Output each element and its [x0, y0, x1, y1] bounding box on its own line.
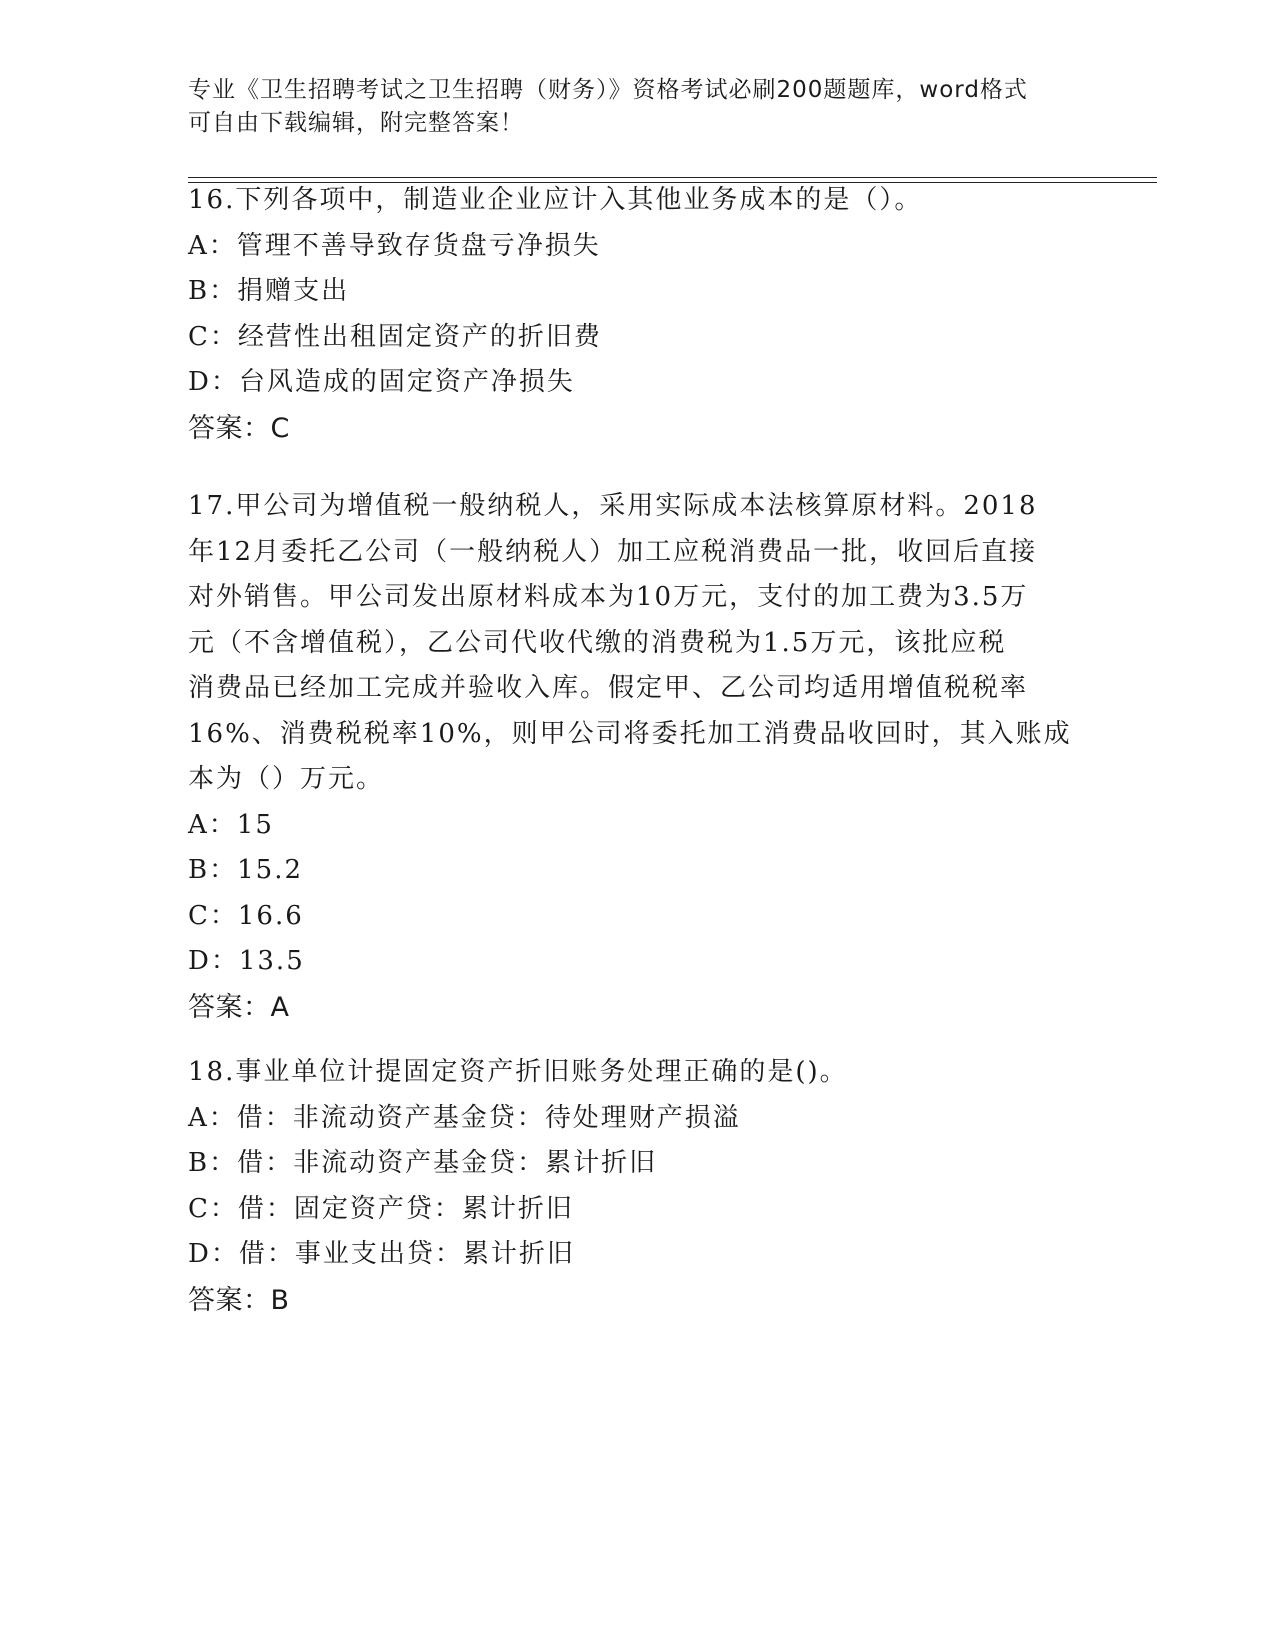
question-17 [188, 484, 1088, 1030]
question-stem-line: 16%、消费税税率10%，则甲公司将委托加工消费品收回时，其入账成 [188, 718, 1072, 749]
question-stem-line: 本为（）万元。 [188, 764, 385, 794]
question-stem-line: 对外销售。甲公司发出原材料成本为10万元，支付的加工费为3.5万 [188, 582, 1029, 612]
option-b: B：15.2 [188, 855, 303, 885]
question-stem-line: 消费品已经加工完成并验收入库。假定甲、乙公司均适用增值税税率 [188, 673, 1029, 703]
option-d: D：13.5 [188, 946, 305, 976]
question-stem-line: 16.下列各项中，制造业企业应计入其他业务成本的是（）。 [188, 185, 923, 215]
option-d: D：台风造成的固定资产净损失 [188, 367, 575, 397]
option-a: A：管理不善导致存货盘亏净损失 [188, 230, 601, 261]
answer: 答案：A [188, 991, 290, 1023]
header-line-2: 可自由下载编辑，附完整答案！ [188, 110, 524, 136]
question-stem-line: 元（不含增值税），乙公司代收代缴的消费税为1.5万元，该批应税 [188, 627, 1007, 658]
header-line-1: 专业《卫生招聘考试之卫生招聘（财务）》资格考试必刷200题题库，word格式 [188, 77, 1028, 103]
page-header [188, 74, 1068, 140]
option-b: B：捐赠支出 [188, 276, 350, 306]
option-c: C：借：固定资产贷：累计折旧 [188, 1193, 574, 1224]
question-16 [188, 178, 1088, 451]
option-c: C：经营性出租固定资产的折旧费 [188, 321, 602, 352]
question-18 [188, 1050, 1088, 1323]
option-c: C：16.6 [188, 900, 304, 931]
option-a: A：15 [188, 809, 274, 840]
answer: 答案：C [188, 412, 290, 444]
question-stem-line: 18.事业单位计提固定资产折旧账务处理正确的是()。 [188, 1057, 848, 1087]
answer: 答案：B [188, 1284, 290, 1316]
option-b: B：借：非流动资产基金贷：累计折旧 [188, 1148, 658, 1178]
option-a: A：借：非流动资产基金贷：待处理财产损溢 [188, 1102, 741, 1133]
question-stem-line: 17.甲公司为增值税一般纳税人，采用实际成本法核算原材料。2018 [188, 491, 1038, 521]
option-d: D：借：事业支出贷：累计折旧 [188, 1239, 575, 1269]
question-stem-line: 年12月委托乙公司（一般纳税人）加工应税消费品一批，收回后直接 [188, 536, 1038, 567]
